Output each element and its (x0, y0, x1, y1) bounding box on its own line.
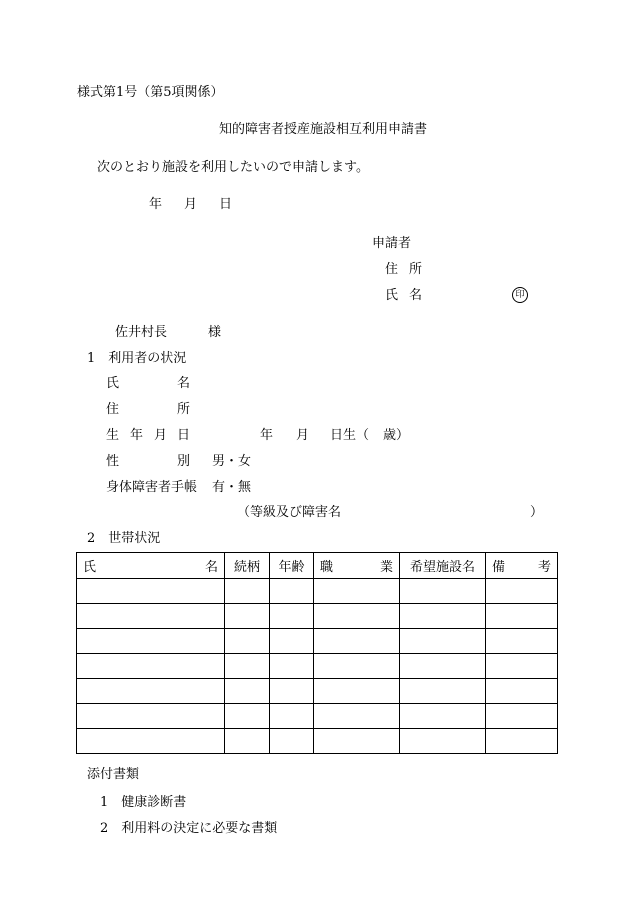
applicant-heading: 申請者 (372, 236, 412, 251)
table-cell[interactable] (77, 704, 225, 729)
table-cell[interactable] (77, 729, 225, 754)
table-cell[interactable] (77, 579, 225, 604)
header-relation: 続柄 (225, 553, 270, 579)
header-occupation: 職 業 (314, 553, 400, 579)
grade-open: （等級及び障害名 (237, 505, 342, 520)
table-cell[interactable] (77, 654, 225, 679)
applicant-name-label-2: 名 (409, 288, 423, 303)
birth-label-3: 月 (154, 428, 168, 443)
table-row (77, 579, 558, 604)
addressee-honorific: 様 (208, 325, 222, 340)
age-label: 歳） (383, 428, 410, 443)
birth-month-label: 月 (296, 428, 310, 443)
birth-label-4: 日 (177, 428, 191, 443)
table-cell[interactable] (400, 679, 486, 704)
user-address-label-1: 住 (106, 402, 120, 417)
table-cell[interactable] (486, 729, 558, 754)
birth-label-1: 生 (106, 428, 120, 443)
table-row (77, 654, 558, 679)
table-cell[interactable] (314, 604, 400, 629)
user-address-label-2: 所 (177, 402, 191, 417)
header-facility: 希望施設名 (400, 553, 486, 579)
attachments-heading: 添付書類 (87, 767, 140, 782)
table-cell[interactable] (486, 604, 558, 629)
sex-value: 男・女 (212, 454, 252, 469)
form-number: 様式第1号（第5項関係） (77, 85, 224, 100)
intro-text: 次のとおり施設を利用したいので申請します。 (97, 160, 369, 175)
table-cell[interactable] (270, 654, 314, 679)
table-cell[interactable] (314, 629, 400, 654)
birth-label-2: 年 (130, 428, 144, 443)
table-cell[interactable] (400, 629, 486, 654)
table-cell[interactable] (270, 579, 314, 604)
table-cell[interactable] (270, 604, 314, 629)
table-cell[interactable] (270, 679, 314, 704)
sex-label-2: 別 (177, 454, 191, 469)
handbook-label: 身体障害者手帳 (106, 480, 198, 495)
table-cell[interactable] (314, 729, 400, 754)
section2-heading: 2 世帯状況 (87, 531, 161, 546)
header-age: 年齢 (270, 553, 314, 579)
birth-year-label: 年 (260, 428, 274, 443)
user-name-label-2: 名 (177, 376, 191, 391)
table-cell[interactable] (225, 629, 270, 654)
table-cell[interactable] (225, 654, 270, 679)
table-cell[interactable] (314, 704, 400, 729)
table-header-row (77, 553, 558, 579)
header-remarks: 備 考 (486, 553, 558, 579)
table-cell[interactable] (314, 579, 400, 604)
date-day-label: 日 (219, 197, 233, 212)
table-cell[interactable] (270, 704, 314, 729)
table-cell[interactable] (314, 679, 400, 704)
table-cell[interactable] (400, 704, 486, 729)
table-cell[interactable] (225, 679, 270, 704)
sex-label-1: 性 (106, 454, 120, 469)
attachment-item-1: 1 健康診断書 (100, 795, 187, 810)
table-cell[interactable] (486, 629, 558, 654)
attachment-item-2: 2 利用料の決定に必要な書類 (100, 821, 278, 836)
table-cell[interactable] (400, 579, 486, 604)
table-cell[interactable] (225, 704, 270, 729)
table-cell[interactable] (77, 629, 225, 654)
table-cell[interactable] (77, 604, 225, 629)
seal-icon: 印 (512, 287, 528, 303)
table-cell[interactable] (400, 654, 486, 679)
table-cell[interactable] (400, 729, 486, 754)
table-cell[interactable] (486, 654, 558, 679)
table-cell[interactable] (486, 679, 558, 704)
table-row (77, 629, 558, 654)
table-cell[interactable] (225, 604, 270, 629)
applicant-name-label-1: 氏 (385, 288, 399, 303)
grade-close: ） (530, 505, 544, 520)
addressee-name: 佐井村長 (115, 325, 168, 340)
applicant-address-label-2: 所 (409, 262, 423, 277)
header-name: 氏 名 (77, 553, 225, 579)
table-row (77, 604, 558, 629)
applicant-address-label-1: 住 (385, 262, 399, 277)
user-name-label-1: 氏 (106, 376, 120, 391)
section1-heading: 1 利用者の状況 (87, 351, 187, 366)
household-table-body (77, 579, 558, 754)
household-table (76, 552, 558, 754)
table-row (77, 729, 558, 754)
date-month-label: 月 (184, 197, 198, 212)
table-row (77, 679, 558, 704)
table-cell[interactable] (270, 629, 314, 654)
table-cell[interactable] (225, 729, 270, 754)
table-cell[interactable] (486, 704, 558, 729)
table-cell[interactable] (225, 579, 270, 604)
table-cell[interactable] (270, 729, 314, 754)
table-row (77, 704, 558, 729)
page-title: 知的障害者授産施設相互利用申請書 (219, 122, 428, 137)
table-cell[interactable] (77, 679, 225, 704)
table-cell[interactable] (314, 654, 400, 679)
table-cell[interactable] (486, 579, 558, 604)
handbook-value: 有・無 (212, 480, 252, 495)
table-cell[interactable] (400, 604, 486, 629)
birth-day-label: 日生（ (330, 428, 370, 443)
date-year-label: 年 (149, 197, 163, 212)
